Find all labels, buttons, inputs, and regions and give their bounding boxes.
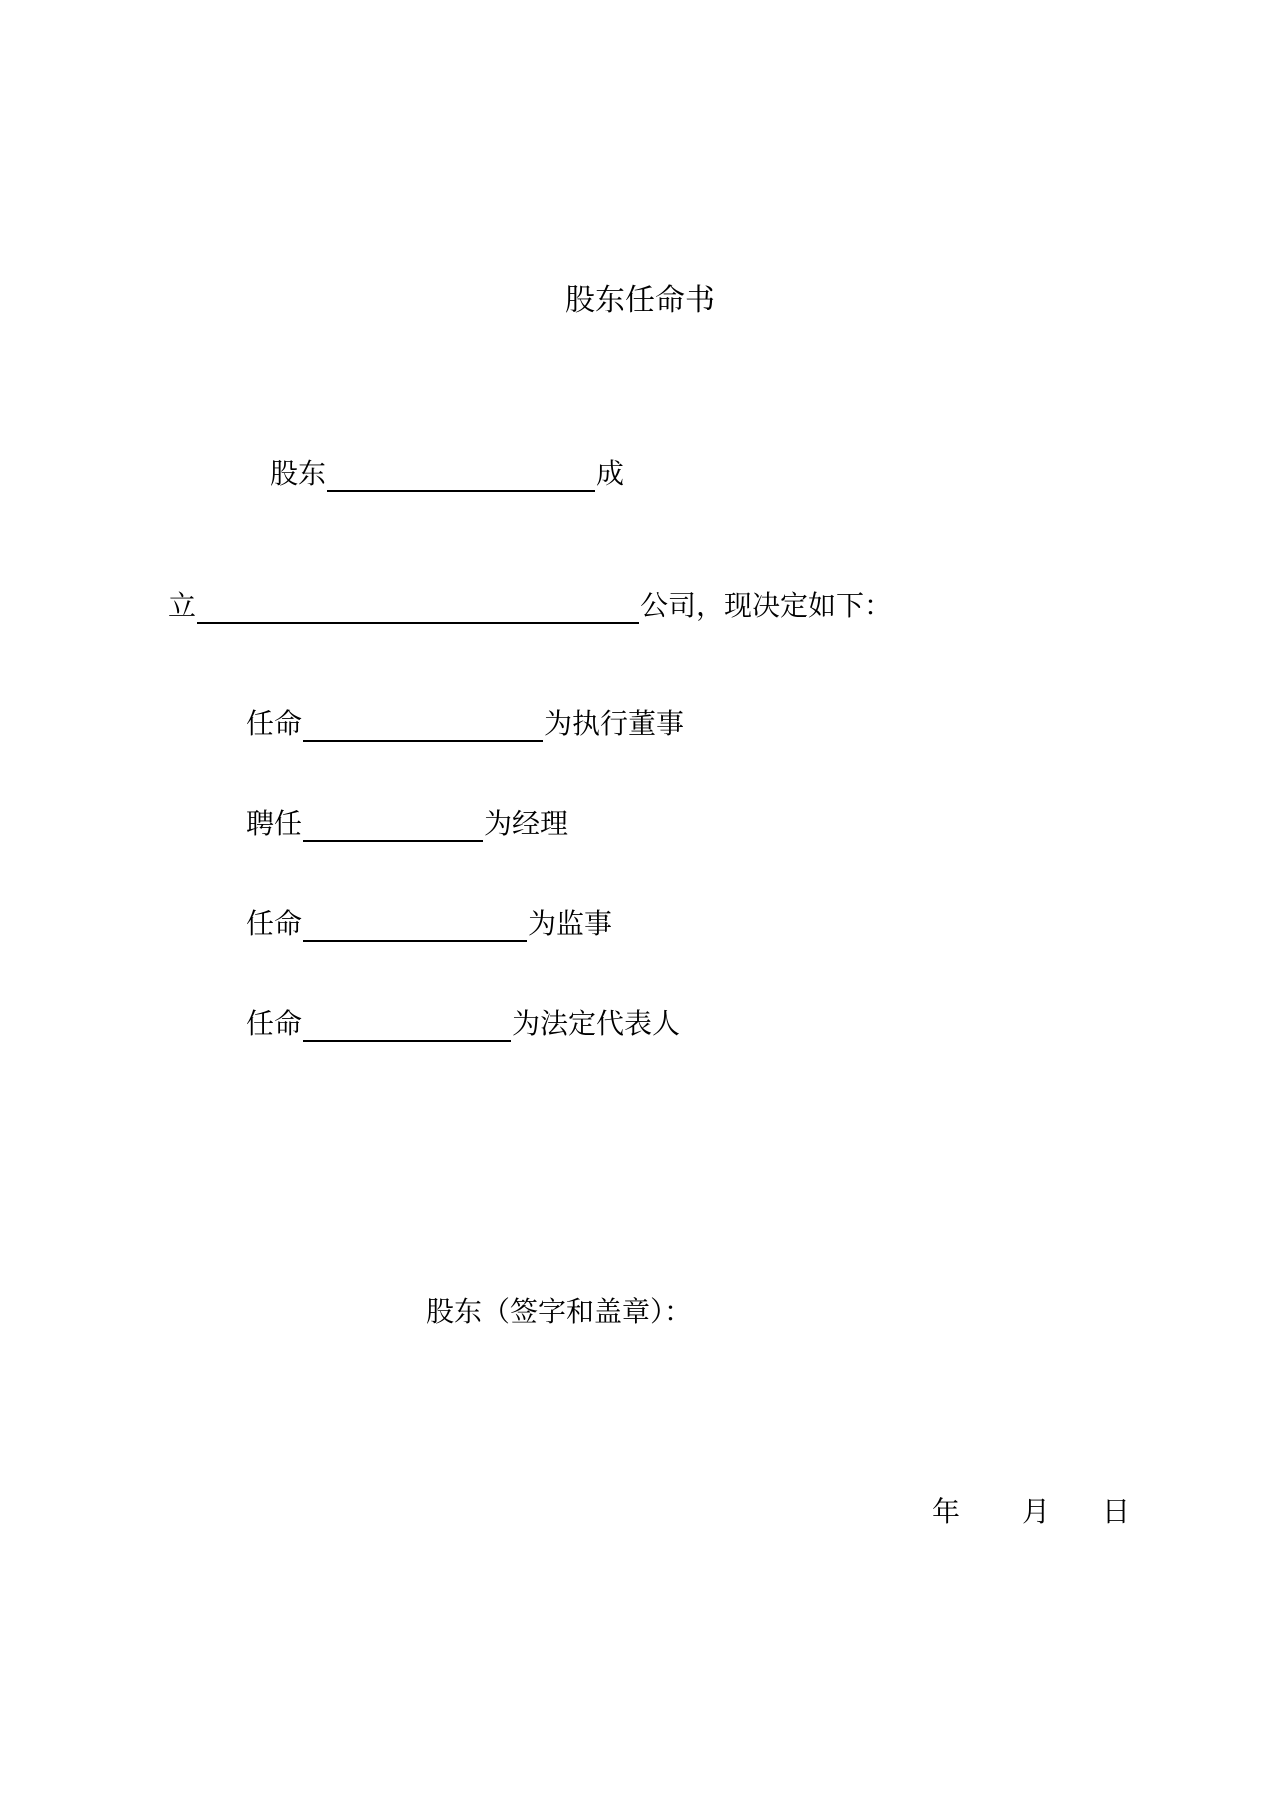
appointment-prefix: 任命	[246, 1007, 303, 1040]
document-title: 股东任命书	[565, 283, 715, 318]
shareholder-prefix: 股东	[270, 457, 327, 490]
shareholder-name-blank[interactable]	[327, 460, 595, 492]
appointment-prefix: 任命	[246, 707, 303, 740]
appointment-manager	[246, 806, 568, 842]
shareholder-line	[270, 456, 624, 492]
date-line	[932, 1494, 1130, 1530]
appointment-executive-director	[246, 706, 684, 742]
company-suffix: 公司，现决定如下：	[640, 589, 893, 622]
appointment-supervisor	[246, 906, 612, 942]
manager-blank[interactable]	[303, 810, 483, 842]
signature-label: 股东（签字和盖章）：	[426, 1295, 693, 1328]
supervisor-blank[interactable]	[303, 910, 527, 942]
company-name-blank[interactable]	[197, 592, 639, 624]
legal-representative-blank[interactable]	[303, 1010, 511, 1042]
appointment-suffix: 为经理	[484, 807, 569, 840]
appointment-prefix: 任命	[246, 907, 303, 940]
company-line	[168, 588, 892, 624]
appointment-suffix: 为监事	[528, 907, 613, 940]
company-prefix: 立	[168, 589, 197, 622]
date-day: 日	[1102, 1495, 1131, 1528]
shareholder-suffix: 成	[596, 457, 625, 490]
appointment-suffix: 为执行董事	[544, 707, 685, 740]
executive-director-blank[interactable]	[303, 710, 543, 742]
date-year: 年	[932, 1495, 961, 1528]
appointment-prefix: 聘任	[246, 807, 303, 840]
date-month: 月	[1022, 1495, 1051, 1528]
appointment-legal-representative	[246, 1006, 680, 1042]
appointment-suffix: 为法定代表人	[512, 1007, 681, 1040]
